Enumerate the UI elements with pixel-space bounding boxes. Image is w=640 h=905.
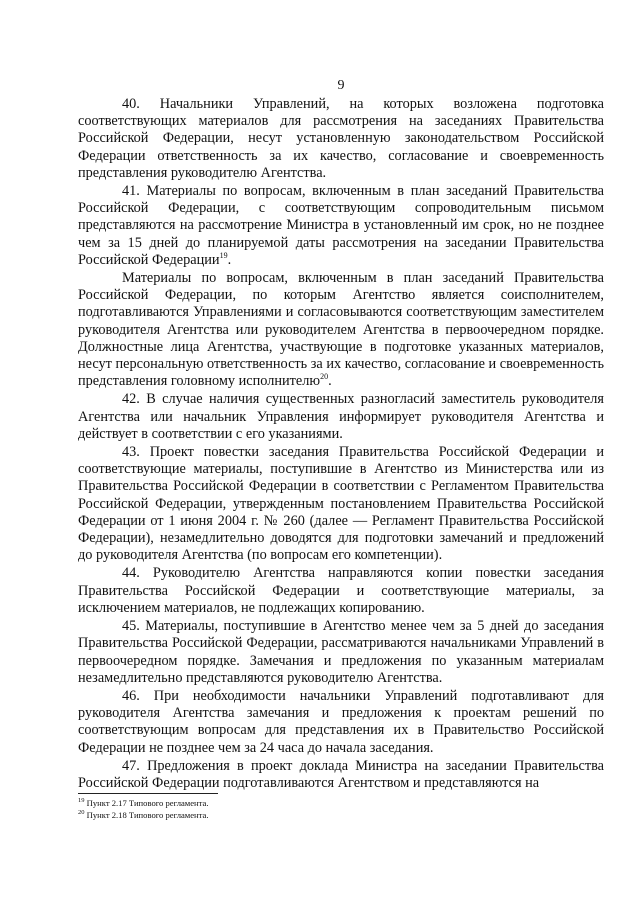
footnote-divider (78, 793, 218, 794)
paragraph-42: 42. В случае наличия существенных разногласий заместитель руководителя Агентства или начальник Управления информирует руководителя Агентства и действует в соответствии с его указаниями. (78, 391, 604, 442)
paragraph-44: 44. Руководителю Агентства направляются копии повестки заседания Правительства Российской Федерации и соответствующие материалы, за исключением материалов, не подлежащих копированию. (78, 565, 604, 616)
paragraph-45: 45. Материалы, поступившие в Агентство менее чем за 5 дней до заседания Правительства Российской Федерации, рассматриваются начальниками Управлений в первоочередном порядке. Замечания и предложения по указанным материалам незамедлительно представляются руководителю Агентства. (78, 618, 604, 686)
document-body (78, 96, 604, 792)
footnote-ref-19[interactable]: 19 (219, 251, 228, 261)
paragraph-40: 40. Начальники Управлений, на которых возложена подготовка соответствующих материалов для рассмотрения на заседаниях Правительства Российской Федерации, несут установленную законодательством Российской Федерации ответственность за их качество, согласование и своевременность представления руководителю Агентства. (78, 96, 604, 181)
footnotes (78, 797, 208, 821)
paragraph-41-continued: Материалы по вопросам, включенным в план заседаний Правительства Российской Федерации, по которым Агентство является соисполнителем, подготавливаются Управлениями и согласовываются соответствующим заместителем руководителя Агентства или руководителем Агентства в первоочередном порядке. Должностные лица Агентства, участвующие в подготовке указанных материалов, несут персональную ответственность за их качество, согласование и своевременность представления головному исполнителю$^{20}$. (78, 270, 604, 390)
page-number: 9 (337, 78, 345, 93)
paragraph-41: 41. Материалы по вопросам, включенным в план заседаний Правительства Российской Федерации, с соответствующим сопроводительным письмом представляются на рассмотрение Министра в установленный им срок, но не позднее чем за 15 дней до планируемой даты рассмотрения на заседании Правительства Российской Федерации$^{19}$. (78, 183, 604, 268)
paragraph-47: 47. Предложения в проект доклада Министра на заседании Правительства Российской Федерации подготавливаются Агентством и представляются на (78, 757, 604, 791)
footnote-ref-20[interactable]: 20 (320, 372, 329, 382)
paragraph-43: 43. Проект повестки заседания Правительства Российской Федерации и соответствующие материалы, поступившие в Агентство из Министерства или из Правительства Российской Федерации в соответствии с Регламентом Правительства Российской Федерации, утвержденным постановлением Правительства Российской Федерации от 1 июня 2004 г. № 260 (далее — Регламент Правительства Российской Федерации), незамедлительно доводятся для подготовки замечаний и предложений до руководителя Агентства (по вопросам его компетенции). (78, 444, 604, 564)
paragraph-46: 46. При необходимости начальники Управлений подготавливают для руководителя Агентства замечания и предложения к проектам решений по соответствующим вопросам для представления их в Правительство Российской Федерации не позднее чем за 24 часа до начала заседания. (78, 687, 604, 756)
footnote-19: $^{19}$ Пункт 2.17 Типового регламента. (78, 797, 209, 808)
footnote-20: $^{20}$ Пункт 2.18 Типового регламента. (78, 809, 209, 820)
